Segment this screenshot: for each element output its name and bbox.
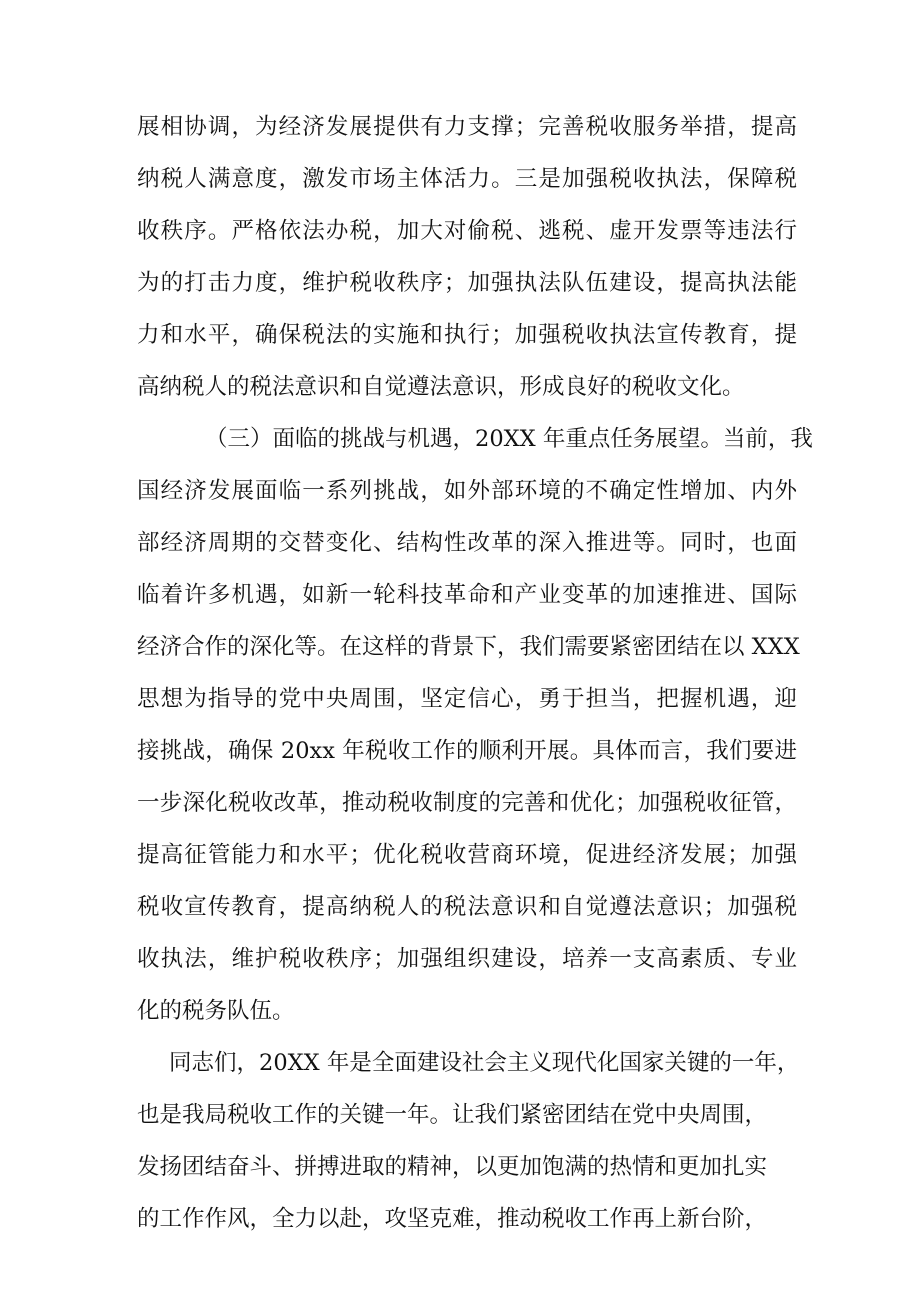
paragraph-line: 部经济周期的交替变化、结构性改革的深入推进等。同时，也面 xyxy=(137,530,797,556)
paragraph-line: 经济合作的深化等。在这样的背景下，我们需要紧密团结在以 XXX xyxy=(137,634,800,660)
paragraph-line: 国经济发展面临一系列挑战，如外部环境的不确定性增加、内外 xyxy=(137,478,797,504)
paragraph-line: 临着许多机遇，如新一轮科技革命和产业变革的加速推进、国际 xyxy=(137,582,797,608)
paragraph-3 xyxy=(137,1037,800,1245)
paragraph-line: 为的打击力度，维护税收秩序；加强执法队伍建设，提高执法能 xyxy=(137,270,797,296)
paragraph-line: 税收宣传教育，提高纳税人的税法意识和自觉遵法意识；加强税 xyxy=(137,894,797,920)
paragraph-line: 收执法，维护税收秩序；加强组织建设，培养一支高素质、专业 xyxy=(137,946,797,972)
paragraph-line: 思想为指导的党中央周围，坚定信心，勇于担当，把握机遇，迎 xyxy=(137,686,797,712)
paragraph-line: （三）面临的挑战与机遇，20XX 年重点任务展望。当前，我 xyxy=(205,426,813,452)
paragraph-line: 接挑战，确保 20xx 年税收工作的顺利开展。具体而言，我们要进 xyxy=(137,738,797,764)
paragraph-line: 也是我局税收工作的关键一年。让我们紧密团结在党中央周围， xyxy=(137,1102,768,1128)
paragraph-line: 同志们，20XX 年是全面建设社会主义现代化国家关键的一年， xyxy=(169,1050,800,1076)
paragraph-1 xyxy=(137,101,797,413)
paragraph-line: 高纳税人的税法意识和自觉遵法意识，形成良好的税收文化。 xyxy=(137,374,745,400)
paragraph-line: 纳税人满意度，激发市场主体活力。三是加强税收执法，保障税 xyxy=(137,166,797,192)
paragraph-line: 展相协调，为经济发展提供有力支撑；完善税收服务举措，提高 xyxy=(137,114,797,140)
paragraph-line: 一步深化税收改革，推动税收制度的完善和优化；加强税收征管， xyxy=(137,790,797,816)
paragraph-2 xyxy=(137,413,813,1037)
paragraph-line: 力和水平，确保税法的实施和执行；加强税收执法宣传教育，提 xyxy=(137,322,797,348)
paragraph-line: 提高征管能力和水平；优化税收营商环境，促进经济发展；加强 xyxy=(137,842,797,868)
paragraph-line: 收秩序。严格依法办税，加大对偷税、逃税、虚开发票等违法行 xyxy=(137,218,797,244)
paragraph-line: 化的税务队伍。 xyxy=(137,998,295,1024)
document-body xyxy=(137,101,813,1245)
paragraph-line: 发扬团结奋斗、拼搏进取的精神，以更加饱满的热情和更加扎实 xyxy=(137,1154,768,1180)
paragraph-line: 的工作作风，全力以赴，攻坚克难，推动税收工作再上新台阶， xyxy=(137,1206,768,1232)
